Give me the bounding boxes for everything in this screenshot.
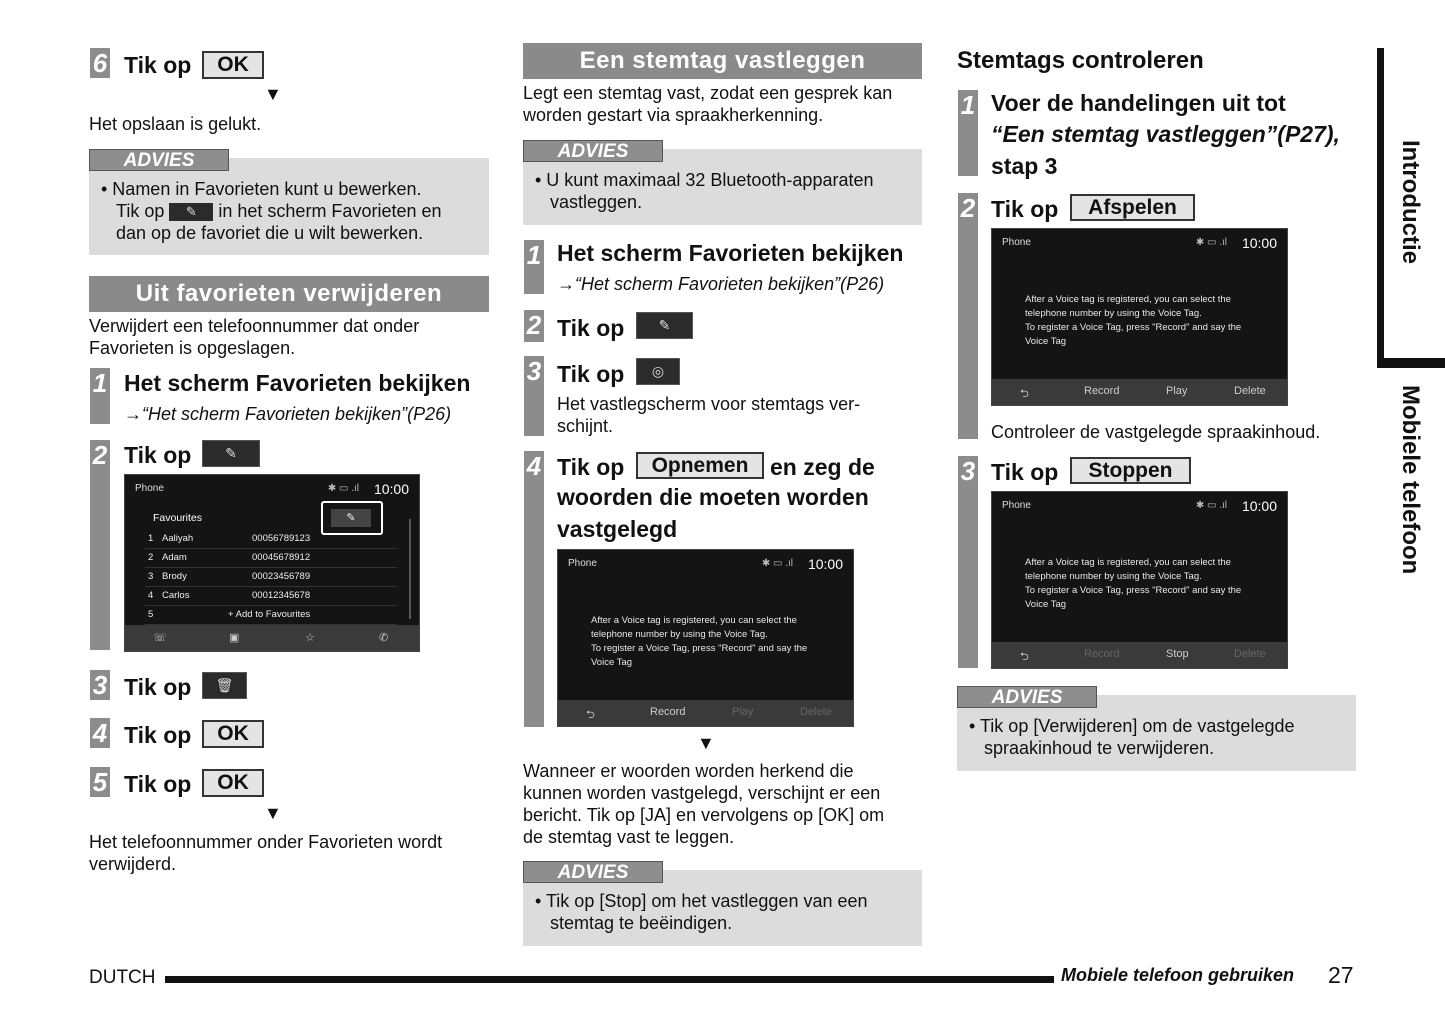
step-3-label: Tik op bbox=[557, 361, 625, 387]
play-button[interactable]: Play bbox=[732, 706, 754, 718]
scrollbar[interactable] bbox=[409, 519, 411, 619]
screen-app-label: Phone bbox=[1002, 237, 1031, 248]
footer-rule bbox=[165, 976, 1054, 983]
advies-heading-4: ADVIES bbox=[957, 686, 1097, 708]
step-number-1: 1 bbox=[524, 240, 544, 294]
step-number-3: 3 bbox=[90, 670, 110, 700]
step-number-2: 2 bbox=[524, 310, 544, 342]
step-1-ref: →“Het scherm Favorieten bekijken”(P26) bbox=[124, 404, 452, 424]
voice-icon[interactable]: ☏ bbox=[153, 632, 167, 644]
footer-title: Mobiele telefoon gebruiken bbox=[1061, 965, 1295, 985]
back-icon[interactable]: ⮌ bbox=[1020, 388, 1029, 400]
delete-button[interactable]: Delete bbox=[1234, 385, 1266, 397]
screen-message: After a Voice tag is registered, you can select the telephone number by using the Voice Tag. To register a Voice Tag, press "Record" and say the Voice Tag bbox=[591, 615, 808, 668]
edit-button[interactable] bbox=[202, 440, 260, 467]
edit-icon: ✎ bbox=[169, 203, 213, 221]
screen-time: 10:00 bbox=[373, 481, 409, 497]
screen-time: 10:00 bbox=[1241, 498, 1277, 514]
voice-tag-screen bbox=[557, 549, 854, 727]
footer-language: DUTCH bbox=[89, 967, 156, 988]
step-number-6: 6 bbox=[90, 48, 110, 78]
section-intro-2: Favorieten is opgeslagen. bbox=[89, 338, 296, 358]
step-number-1: 1 bbox=[90, 368, 110, 424]
advies-box-1: • Namen in Favorieten kunt u bewerken. Tik op ✎ in het scherm Favorieten en dan op de favoriet die u wilt bewerken. bbox=[89, 158, 489, 255]
section-stemtags-controleren: Stemtags controleren bbox=[957, 47, 1204, 74]
step-1-title: Het scherm Favorieten bekijken bbox=[557, 240, 904, 266]
step-number-4: 4 bbox=[524, 451, 544, 727]
contacts-icon[interactable]: ▣ bbox=[229, 632, 240, 644]
advies-box-2: • U kunt maximaal 32 Bluetooth-apparaten vastleggen. bbox=[523, 149, 922, 225]
ok-button[interactable]: OK bbox=[202, 51, 264, 79]
screen-app-label: Phone bbox=[1002, 500, 1031, 511]
step-4-line-3: vastgelegd bbox=[557, 516, 678, 542]
screen-app-label: Phone bbox=[568, 558, 597, 569]
voice-tag-toolbar bbox=[992, 642, 1287, 668]
add-favourite-row[interactable]: 5 + Add to Favourites bbox=[145, 605, 397, 625]
stop-button[interactable]: Stop bbox=[1166, 648, 1189, 660]
record-button[interactable]: Record bbox=[650, 706, 686, 718]
step-4-after: en zeg de bbox=[770, 454, 875, 480]
section-intro-2: worden gestart via spraakherkenning. bbox=[523, 105, 824, 125]
delete-button[interactable] bbox=[202, 672, 247, 699]
edit-icon: ✎ bbox=[225, 445, 237, 461]
favourites-star-icon[interactable]: ☆ bbox=[305, 632, 315, 644]
favourite-row[interactable]: 3 Brody 00023456789 bbox=[145, 567, 397, 587]
edit-icon: ✎ bbox=[658, 317, 671, 333]
favourites-toolbar bbox=[125, 625, 419, 651]
step-number-1: 1 bbox=[958, 90, 978, 176]
step-1-title: Het scherm Favorieten bekijken bbox=[124, 370, 471, 396]
step-4-label: Tik op bbox=[124, 722, 192, 748]
step-number-5: 5 bbox=[90, 767, 110, 797]
step-2-label: Tik op bbox=[557, 315, 625, 341]
delete-button[interactable]: Delete bbox=[1234, 648, 1266, 660]
step-4-label: Tik op bbox=[557, 454, 625, 480]
advies-box-4: • Tik op [Verwijderen] om de vastgelegde spraakinhoud te verwijderen. bbox=[957, 695, 1356, 771]
back-icon[interactable]: ⮌ bbox=[1020, 651, 1029, 663]
edit-icon: ✎ bbox=[331, 509, 371, 527]
step-3-desc-1: Het vastlegscherm voor stemtags ver- bbox=[557, 394, 861, 414]
advies-heading-2: ADVIES bbox=[523, 140, 663, 162]
stoppen-button[interactable]: Stoppen bbox=[1070, 457, 1191, 484]
step-1-line-3: stap 3 bbox=[991, 153, 1058, 179]
voice-tag-button[interactable] bbox=[636, 358, 680, 385]
screen-time: 10:00 bbox=[807, 556, 843, 572]
bluetooth-signal-icon: ✱ ▭ .ıl bbox=[327, 483, 359, 494]
sidebar-tab-introductie[interactable]: Introductie bbox=[1397, 140, 1424, 264]
sidebar-divider-horizontal bbox=[1377, 358, 1445, 368]
section-intro-1: Verwijdert een telefoonnummer dat onder bbox=[89, 316, 420, 336]
sidebar-divider-vertical bbox=[1377, 48, 1384, 368]
favourites-screen bbox=[124, 474, 420, 652]
favourites-title: Favourites bbox=[153, 512, 203, 524]
step-6-label: Tik op bbox=[124, 52, 192, 78]
edit-button[interactable] bbox=[636, 312, 693, 339]
phone-icon[interactable]: ✆ bbox=[379, 632, 389, 644]
record-button[interactable]: Record bbox=[1084, 385, 1120, 397]
step-1-line-2: “Een stemtag vastleggen”(P27), bbox=[991, 121, 1340, 147]
back-icon[interactable]: ⮌ bbox=[586, 709, 595, 721]
voice-tag-toolbar bbox=[992, 379, 1287, 405]
favourite-row[interactable]: 2 Adam 00045678912 bbox=[145, 548, 397, 568]
step-number-4: 4 bbox=[90, 718, 110, 748]
check-text: Controleer de vastgelegde spraakinhoud. bbox=[991, 422, 1321, 442]
removed-text-1: Het telefoonnummer onder Favorieten wordt bbox=[89, 832, 443, 852]
play-screen bbox=[991, 228, 1288, 406]
advies-heading-3: ADVIES bbox=[523, 861, 663, 883]
screen-time: 10:00 bbox=[1241, 235, 1277, 251]
favourite-row[interactable]: 1 Aaliyah 00056789123 bbox=[145, 529, 397, 549]
down-arrow-icon: ▼ bbox=[697, 733, 715, 753]
removed-text-2: verwijderd. bbox=[89, 854, 177, 874]
bluetooth-signal-icon: ✱ ▭ .ıl bbox=[761, 558, 793, 569]
stop-screen bbox=[991, 491, 1288, 669]
step-2-label: Tik op bbox=[991, 196, 1059, 222]
step-number-3: 3 bbox=[958, 456, 978, 668]
step-4-line-2: woorden die moeten worden bbox=[557, 484, 869, 510]
screen-app-label: Phone bbox=[135, 483, 164, 494]
screen-message: After a Voice tag is registered, you can select the telephone number by using the Voice Tag. To register a Voice Tag, press "Record" and say the Voice Tag bbox=[1025, 557, 1242, 610]
step-number-2: 2 bbox=[958, 193, 978, 439]
result-text-4: de stemtag vast te leggen. bbox=[523, 827, 735, 847]
ok-button[interactable]: OK bbox=[202, 769, 264, 797]
step-number-2: 2 bbox=[90, 440, 110, 650]
voice-tag-toolbar bbox=[558, 700, 853, 726]
screen-message: After a Voice tag is registered, you can select the telephone number by using the Voice Tag. To register a Voice Tag, press "Record" and say the Voice Tag bbox=[1025, 294, 1242, 347]
bluetooth-signal-icon: ✱ ▭ .ıl bbox=[1195, 500, 1227, 511]
section-intro-1: Legt een stemtag vast, zodat een gesprek kan bbox=[523, 83, 893, 103]
down-arrow-icon: ▼ bbox=[264, 803, 282, 823]
record-button[interactable]: Record bbox=[1084, 648, 1120, 660]
step-3-desc-2: schijnt. bbox=[557, 416, 614, 436]
step-5-label: Tik op bbox=[124, 771, 192, 797]
page-number: 27 bbox=[1328, 962, 1354, 988]
advies-heading-1: ADVIES bbox=[89, 149, 229, 171]
sidebar-tab-mobiele-telefoon[interactable]: Mobiele telefoon bbox=[1397, 385, 1424, 575]
bluetooth-signal-icon: ✱ ▭ .ıl bbox=[1195, 237, 1227, 248]
step-number-3: 3 bbox=[524, 356, 544, 436]
result-text-3: bericht. Tik op [JA] en vervolgens op [OK] om bbox=[523, 805, 885, 825]
section-een-stemtag: Een stemtag vastleggen bbox=[523, 43, 922, 79]
result-text-2: kunnen worden vastgelegd, verschijnt er een bbox=[523, 783, 881, 803]
step-3-label: Tik op bbox=[991, 459, 1059, 485]
favourite-row[interactable]: 4 Carlos 00012345678 bbox=[145, 586, 397, 606]
step-2-label: Tik op bbox=[124, 442, 192, 468]
down-arrow-icon: ▼ bbox=[264, 84, 282, 104]
voice-tag-icon: ◎ bbox=[651, 363, 665, 379]
result-text-1: Wanneer er woorden worden herkend die bbox=[523, 761, 854, 781]
ok-button[interactable]: OK bbox=[202, 720, 264, 748]
trash-icon: 🗑 bbox=[215, 677, 234, 693]
opnemen-button[interactable]: Opnemen bbox=[636, 452, 764, 479]
step-3-label: Tik op bbox=[124, 674, 192, 700]
saved-text: Het opslaan is gelukt. bbox=[89, 114, 262, 134]
step-1-ref: →“Het scherm Favorieten bekijken”(P26) bbox=[557, 274, 885, 294]
section-uit-favorieten: Uit favorieten verwijderen bbox=[89, 276, 489, 312]
afspelen-button[interactable]: Afspelen bbox=[1070, 194, 1195, 221]
delete-button[interactable]: Delete bbox=[800, 706, 832, 718]
play-button[interactable]: Play bbox=[1166, 385, 1188, 397]
advies-box-3: • Tik op [Stop] om het vastleggen van een stemtag te beëindigen. bbox=[523, 870, 922, 946]
step-1-line-1: Voer de handelingen uit tot bbox=[991, 90, 1286, 116]
